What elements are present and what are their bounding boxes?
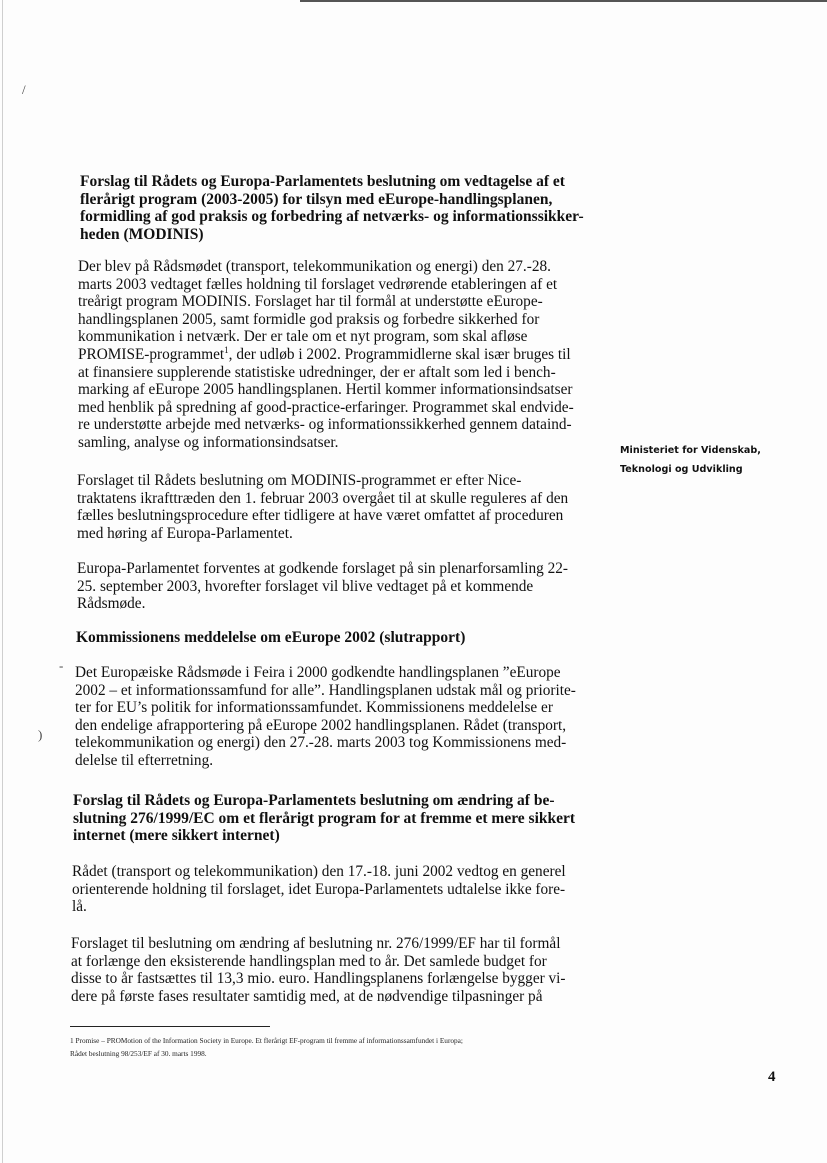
text-line: dere på første fases resultater samtidig med, at de nødvendige tilpasninger på (71, 987, 543, 1005)
text-line: marking af eEurope 2005 handlingsplanen. Hertil kommer informationsindsatser (78, 381, 573, 399)
scan-mark: - (59, 658, 64, 673)
sidebar-line: Ministeriet for Videnskab, (620, 445, 761, 456)
text-line: disse to år fastsættes til 13,3 mio. euro. Handlingsplanens forlængelse bygger vi- (71, 970, 566, 988)
text-line: Forslaget til Rådets beslutning om MODINIS-programmet er efter Nice- (77, 472, 522, 489)
heading-line: Kommissionens meddelelse om eEurope 2002 (slutrapport) (76, 629, 466, 646)
text-line: telekommunikation og energi) den 27.-28. marts 2003 tog Kommissionens med- (75, 734, 567, 752)
top-rule (300, 0, 827, 2)
left-edge-line (2, 0, 3, 1163)
text-line: marts 2003 vedtaget fælles holdning til forslaget vedrørende etableringen af et (78, 275, 558, 293)
text-line: lå. (72, 898, 87, 916)
text-line: orienterende holdning til forslaget, idet Europa-Parlamentets udtalelse ikke fore- (72, 880, 566, 898)
section-1-paragraph-3 (77, 560, 587, 613)
heading-line: flerårigt program (2003-2005) for tilsyn med eEurope-handlingsplanen, (80, 190, 553, 208)
section-1-paragraph-2 (77, 472, 587, 542)
text-line: fælles beslutningsprocedure efter tidligere at have været omfattet af proceduren (77, 507, 564, 525)
footnote-reference: 1 (224, 344, 229, 355)
text-line: 25. september 2003, hvorefter forslaget vil blive vedtaget på et kommende (77, 577, 534, 595)
text-line: at forlænge den eksisterende handlingsplan med to år. Det samlede budget for (71, 952, 547, 970)
page-number: 4 (768, 1069, 776, 1085)
heading-line: formidling af god praksis og forbedring af netværks- og informationssikker- (80, 208, 584, 226)
footnote-line: 1 Promise – PROMotion of the Information Society in Europe. Et flerårigt EF-program til fremme af informationssamfundet i Europa; (70, 1036, 463, 1045)
section-1-heading (80, 173, 590, 243)
text-line (78, 346, 588, 364)
heading-line: Forslag til Rådets og Europa-Parlamentets beslutning om vedtagelse af et (80, 173, 565, 190)
text-line: treårigt program MODINIS. Forslaget har til formål at understøtte eEurope- (78, 293, 543, 311)
ministry-sidebar (620, 441, 761, 479)
text-line: at finansiere supplerende statistiske udredninger, der er aftalt som led i bench- (78, 363, 556, 381)
sidebar-line: Teknologi og Udvikling (620, 464, 743, 475)
text-line: Forslaget til beslutning om ændring af beslutning nr. 276/1999/EF har til formål (71, 935, 561, 952)
section-2-paragraph-1 (75, 664, 585, 770)
footnote-line: Rådet beslutning 98/253/EF af 30. marts 1998. (70, 1049, 207, 1058)
text-line: Rådsmøde. (77, 595, 146, 613)
text-line: med høring af Europa-Parlamentet. (77, 524, 293, 542)
text-line: kommunikation i netværk. Der er tale om et nyt program, som skal afløse (78, 328, 528, 346)
footnote (70, 1034, 463, 1060)
text-segment: , der udløb i 2002. Programmidlerne skal især bruges til (228, 345, 571, 363)
text-segment: PROMISE-programmet (78, 345, 225, 363)
text-line: den endelige afrapportering på eEurope 2002 handlingsplanen. Rådet (transport, (75, 716, 567, 734)
text-line: Der blev på Rådsmødet (transport, telekommunikation og energi) den 27.-28. (78, 258, 551, 275)
section-2-heading (76, 629, 586, 647)
text-line: delelse til efterretning. (75, 751, 214, 769)
text-line: samling, analyse og informationsindsatser. (78, 433, 339, 451)
section-3-paragraph-1 (72, 863, 582, 916)
section-1-paragraph-1 (78, 258, 588, 452)
heading-line: Forslag til Rådets og Europa-Parlamentets beslutning om ændring af be- (73, 792, 555, 809)
text-line: Rådet (transport og telekommunikation) den 17.-18. juni 2002 vedtog en generel (72, 863, 566, 880)
text-line: re understøtte arbejde med netværks- og informationssikkerhed gennem dataind- (78, 416, 572, 434)
text-line: ter for EU’s politik for informationssamfundet. Kommissionens meddelelse er (75, 699, 553, 717)
text-line: med henblik på spredning af good-practice-erfaringer. Programmet skal endvide- (78, 398, 574, 416)
text-line: Det Europæiske Rådsmøde i Feira i 2000 godkendte handlingsplanen ”eEurope (75, 664, 561, 681)
section-3-heading (73, 792, 583, 845)
heading-line: internet (mere sikkert internet) (73, 827, 280, 845)
text-line: Europa-Parlamentet forventes at godkende forslaget på sin plenarforsamling 22- (77, 560, 569, 577)
heading-line: heden (MODINIS) (80, 225, 204, 243)
section-3-paragraph-2 (71, 935, 581, 1005)
text-line: traktatens ikrafttræden den 1. februar 2003 overgået til at skulle reguleres af den (77, 489, 569, 507)
scan-mark: / (22, 82, 26, 97)
heading-line: slutning 276/1999/EC om et flerårigt program for at fremme et mere sikkert (73, 809, 576, 827)
text-line: handlingsplanen 2005, samt formidle god praksis og forbedre sikkerhed for (78, 310, 540, 328)
scan-mark: ) (38, 727, 43, 742)
footnote-divider (70, 1026, 270, 1027)
text-line: 2002 – et informationssamfund for alle”. Handlingsplanen udstak mål og priorite- (75, 681, 576, 699)
